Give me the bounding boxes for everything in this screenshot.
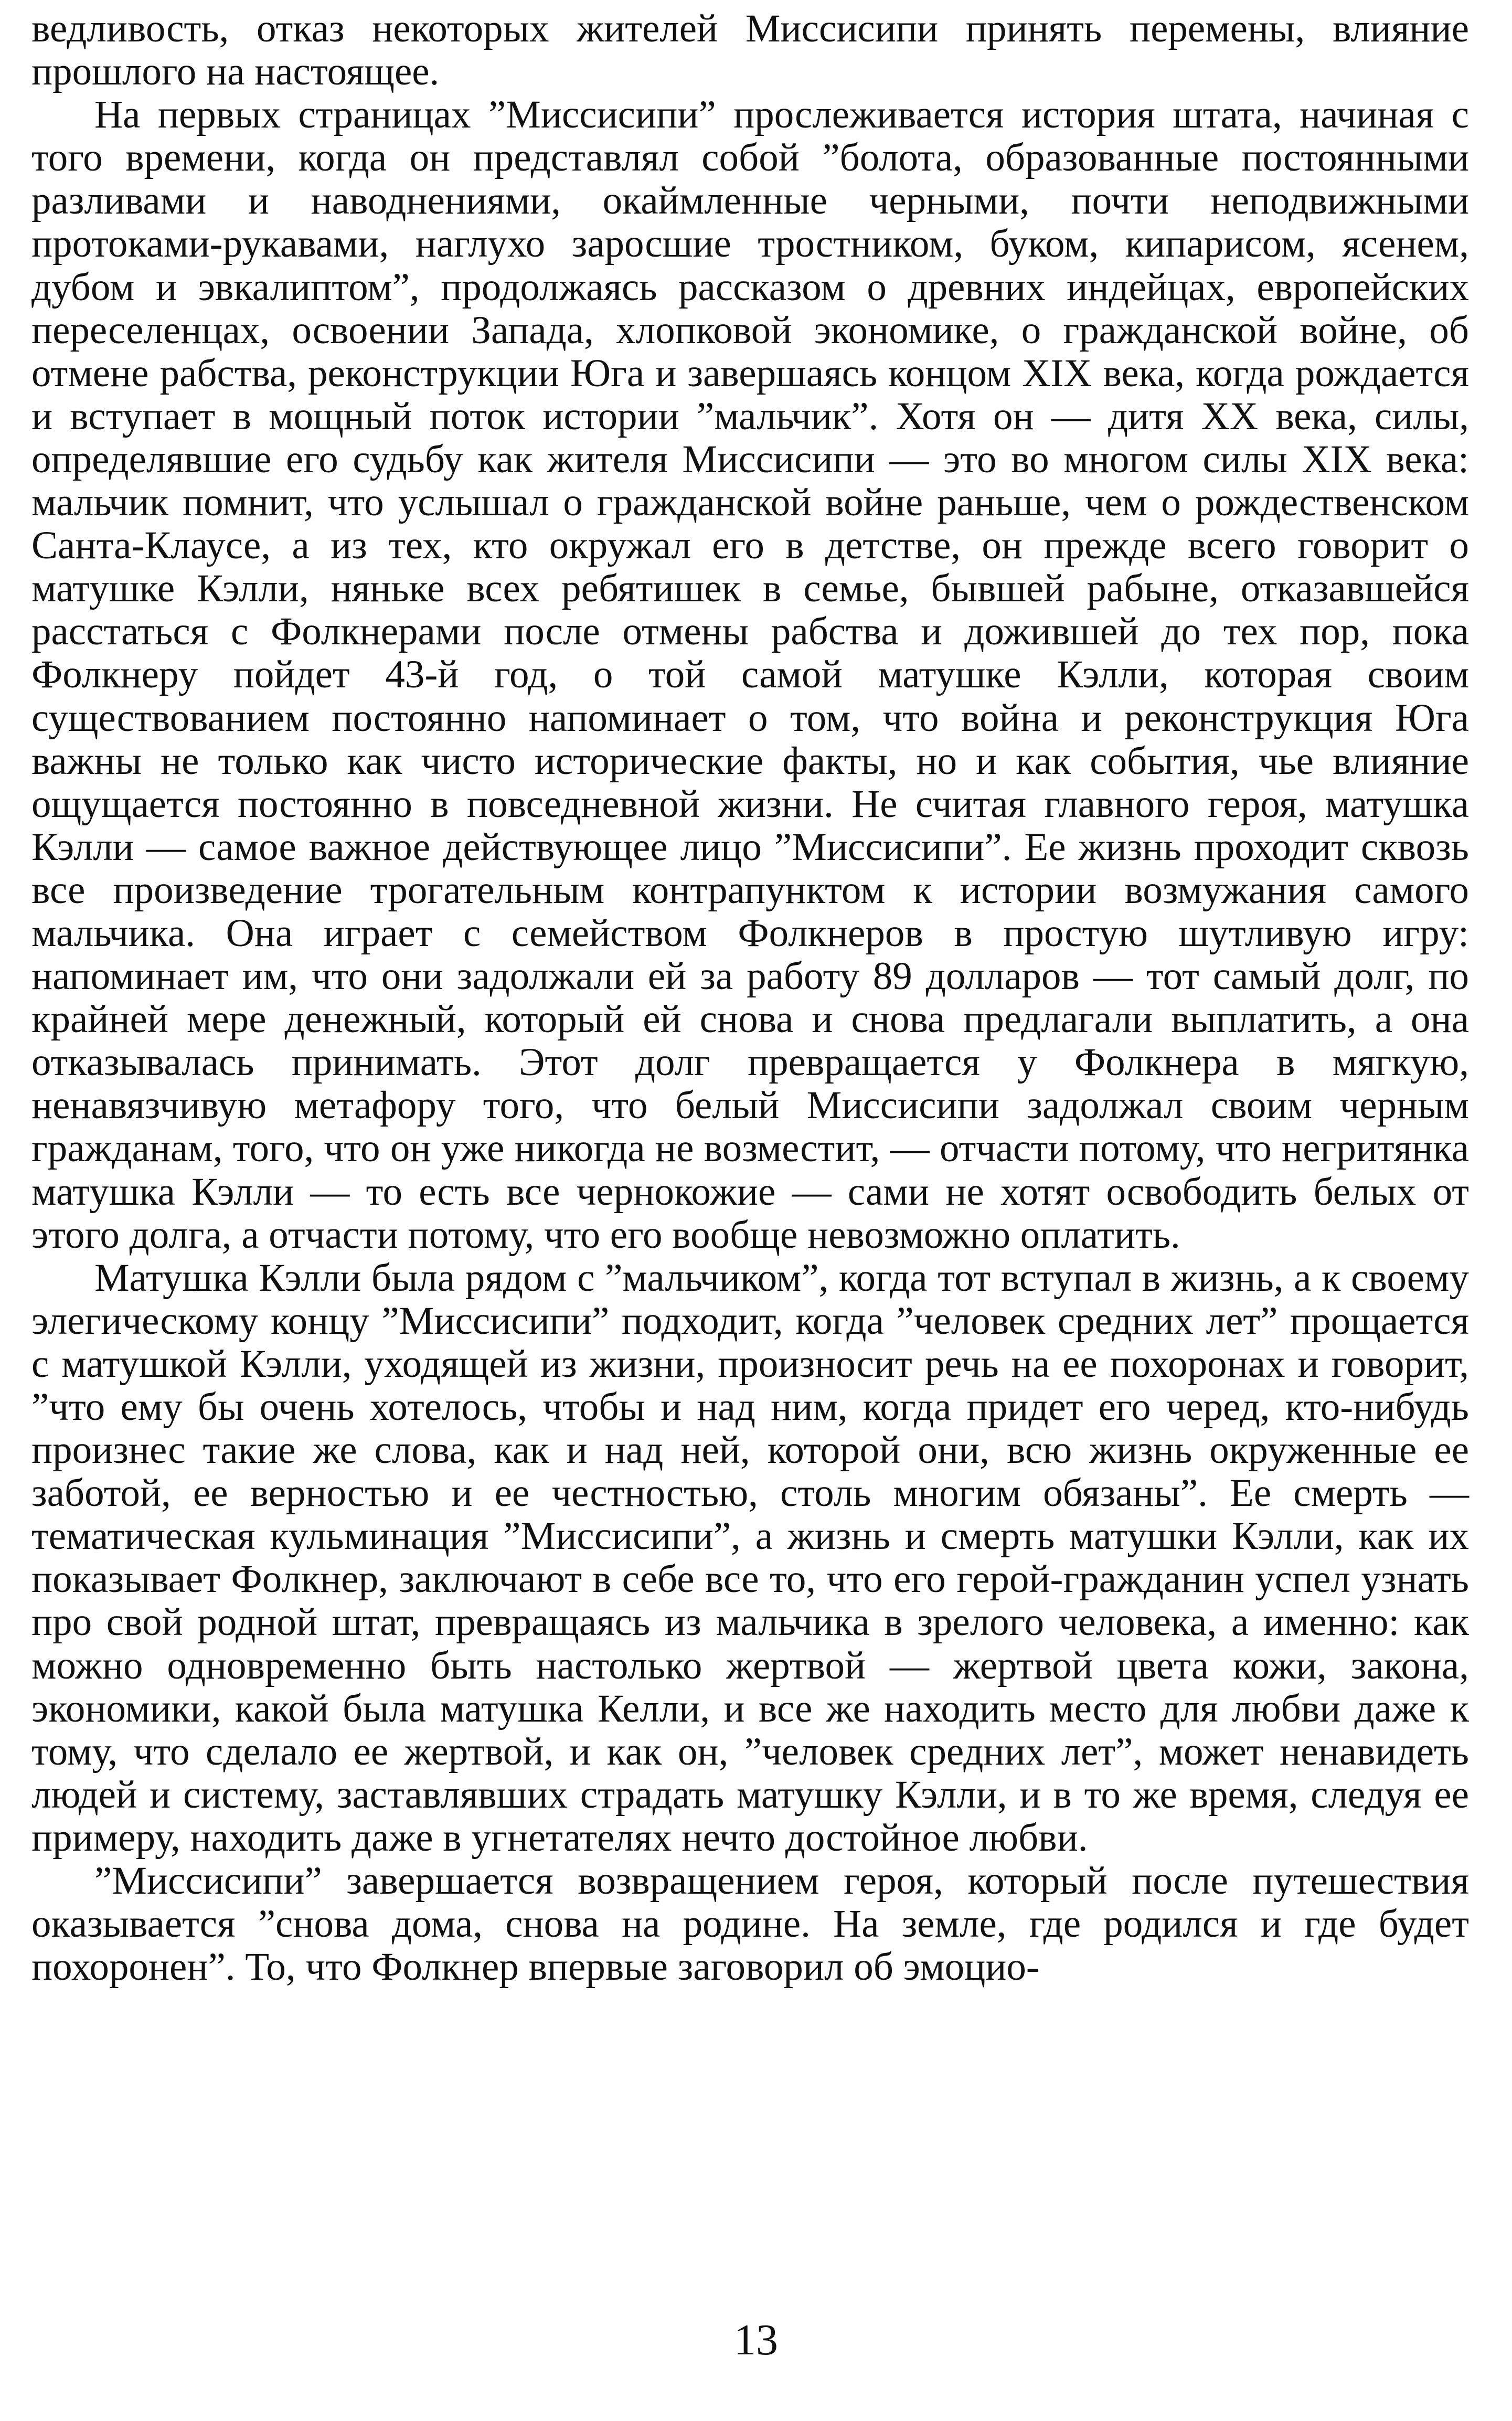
page-number: 13 (734, 2316, 778, 2364)
paragraph-history: На первых страницах ”Миссисипи” прослеживается история штата, начиная с того времени, когда он представлял собой ”болота, образованные постоянными разливами и наводнениями, окаймленные черными, почти неподвижными протоками-рукавами, наглухо заросшие тростником, буком, кипарисом, ясенем, дубом и эвкалиптом”, продолжаясь рассказом о древних индейцах, европейских переселенцах, освоении Запада, хлопковой экономике, о гражданской войне, об отмене рабства, реконструкции Юга и завершаясь концом XIX века, когда рождается и вступает в мощный поток истории ”мальчик”. Хотя он — дитя XX века, силы, определявшие его судьбу как жителя Миссисипи — это во многом силы XIX века: мальчик помнит, что услышал о гражданской войне раньше, чем о рождественском Санта-Клаусе, а из тех, кто окружал его в детстве, он прежде всего говорит о матушке Кэлли, няньке всех ребятишек в семье, бывшей рабыне, отказавшейся расстаться с Фолкнерами после отмены рабства и дожившей до тех пор, пока Фолкнеру пойдет 43-й год, о той самой матушке Кэлли, которая своим существованием постоянно напоминает о том, что война и реконструкция Юга важны не только как чисто исторические факты, но и как события, чье влияние ощущается постоянно в повседневной жизни. Не считая главного героя, матушка Кэлли — самое важное действующее лицо ”Миссисипи”. Ее жизнь проходит сквозь все произведение трогательным контрапунктом к истории возмужания самого мальчика. Она играет с семейством Фолкнеров в простую шутливую игру: напоминает им, что они задолжали ей за работу 89 долларов — тот самый долг, по крайней мере денежный, который ей снова и снова предлагали выплатить, а она отказывалась принимать. Этот долг превращается у Фолкнера в мягкую, ненавязчивую метафору того, что белый Миссисипи задолжал своим черным гражданам, того, что он уже никогда не возместит, — отчасти потому, что негритянка матушка Кэлли — то есть все чернокожие — сами не хотят освободить белых от этого долга, а отчасти потому, что его вообще невозможно оплатить. (31, 93, 1469, 1257)
paragraph-continuation: ведливость, отказ некоторых жителей Миссисипи принять перемены, влияние прошлого на настоящее. (31, 7, 1469, 94)
page-text-column (31, 7, 1469, 1989)
paragraph-conclusion: ”Миссисипи” завершается возвращением героя, который после путешествия оказывается ”снова дома, снова на родине. На земле, где родился и где будет похоронен”. То, что Фолкнер впервые заговорил об эмоцио- (31, 1859, 1469, 1989)
paragraph-mammy-callie: Матушка Кэлли была рядом с ”мальчиком”, когда тот вступал в жизнь, а к своему элегическому концу ”Миссисипи” подходит, когда ”человек средних лет” прощается с матушкой Кэлли, уходящей из жизни, произносит речь на ее похоронах и говорит, ”что ему бы очень хотелось, чтобы и над ним, когда придет его черед, кто-нибудь произнес такие же слова, как и над ней, которой они, всю жизнь окруженные ее заботой, ее верностью и ее честностью, столь многим обязаны”. Ее смерть — тематическая кульминация ”Миссисипи”, а жизнь и смерть матушки Кэлли, как их показывает Фолкнер, заключают в себе все то, что его герой-гражданин успел узнать про свой родной штат, превращаясь из мальчика в зрелого человека, а именно: как можно одновременно быть настолько жертвой — жертвой цвета кожи, закона, экономики, какой была матушка Келли, и все же находить место для любви даже к тому, что сделало ее жертвой, и как он, ”человек средних лет”, может ненавидеть людей и систему, заставлявших страдать матушку Кэлли, и в то же время, следуя ее примеру, находить даже в угнетателях нечто достойное любви. (31, 1256, 1469, 1860)
